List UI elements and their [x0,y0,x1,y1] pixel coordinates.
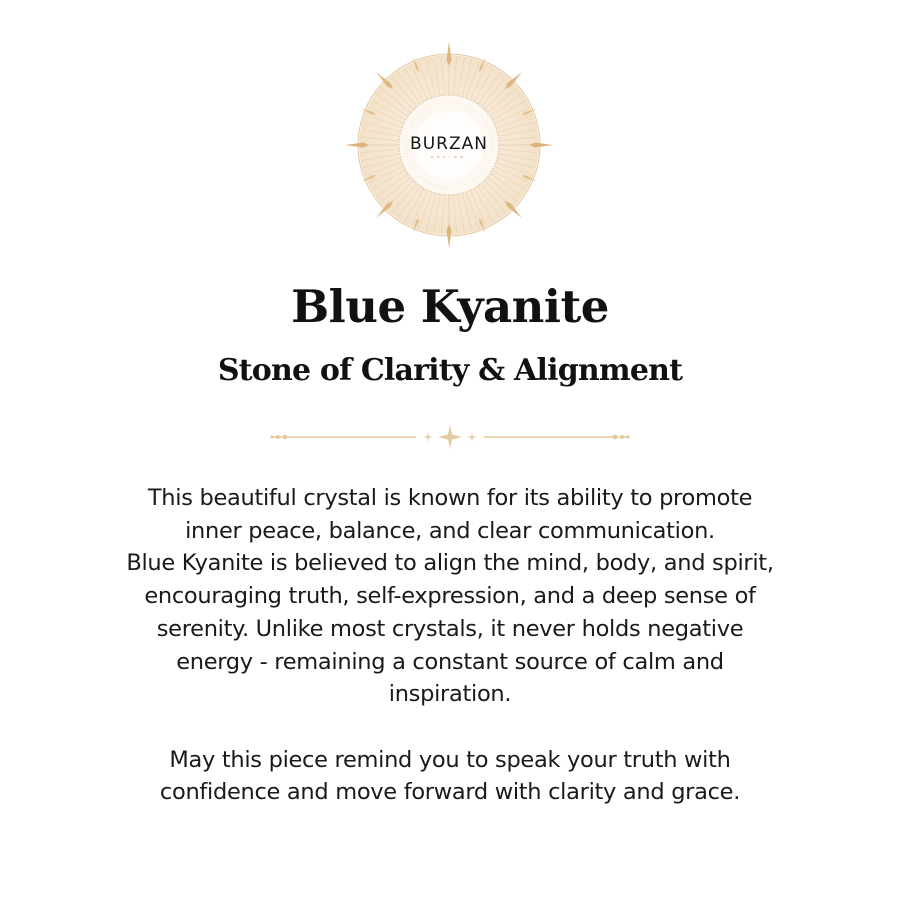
brand-name: BURZAN [410,134,488,154]
product-subtitle: Stone of Clarity & Alignment [217,353,683,388]
description-line: This beautiful crystal is known for its ability to promote [147,485,753,511]
description-line: energy - remaining a constant source of calm and [176,648,724,675]
brand-logo [340,38,558,252]
ornamental-divider [268,424,632,450]
description-line: May this piece remind you to speak your truth with [169,746,731,773]
product-title: Blue Kyanite [291,280,609,333]
description-line: inner peace, balance, and clear communication. [185,517,715,544]
description-paragraph-2 [60,744,840,809]
description-line: inspiration. [388,681,512,708]
brand-subtext: DESIGN [431,155,467,159]
sparkle-divider-icon [268,424,632,450]
description-paragraph-1 [60,482,840,711]
product-description [60,482,840,809]
description-line: serenity. Unlike most crystals, it never holds negative [156,615,744,642]
description-line: confidence and move forward with clarity and grace. [159,779,741,806]
paragraph-spacer [60,711,840,744]
description-line: encouraging truth, self-expression, and a deep sense of [144,583,756,610]
description-line: Blue Kyanite is believed to align the mind, body, and spirit, [126,550,774,577]
